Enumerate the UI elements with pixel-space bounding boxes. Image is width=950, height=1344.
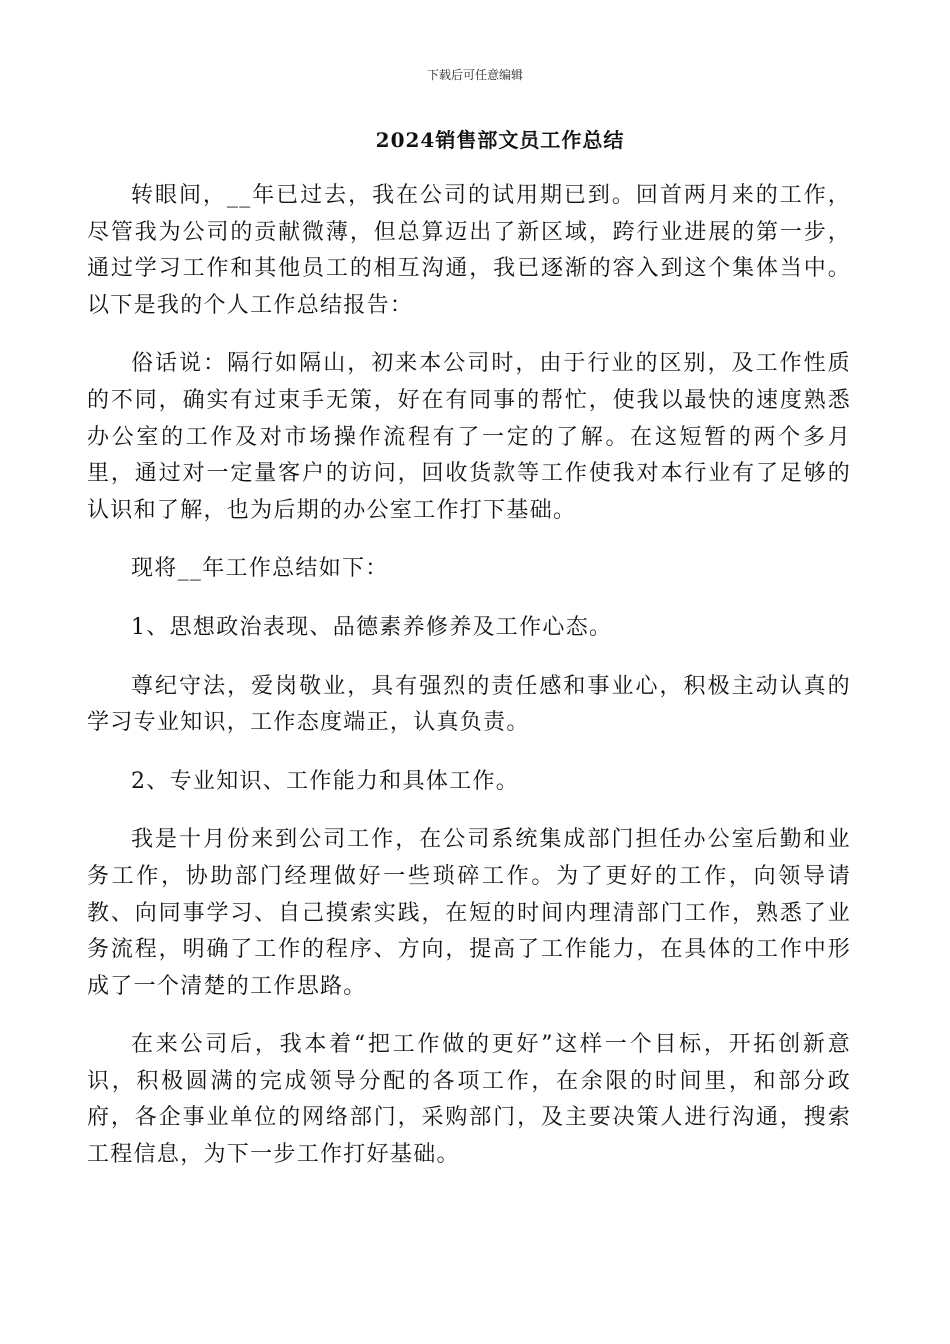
paragraph-section-1: 尊纪守法，爱岗敬业，具有强烈的责任感和事业心，积极主动认真的学习专业知识，工作态度端正，认真负责。	[87, 673, 851, 736]
paragraph-goals: 在来公司后，我本着“把工作做的更好”这样一个目标，开拓创新意识，积极圆满的完成领导分配的各项工作，在余限的时间里，和部分政府，各企事业单位的网络部门，采购部门，及主要决策人进行沟通，搜索工程信息，为下一步工作打好基础。	[87, 1032, 851, 1168]
paragraph-section-2: 我是十月份来到公司工作，在公司系统集成部门担任办公室后勤和业务工作，协助部门经理做好一些琐碎工作。为了更好的工作，向领导请教、向同事学习、自己摸索实践，在短的时间内理清部门工作，熟悉了业务流程，明确了工作的程序、方向，提高了工作能力，在具体的工作中形成了一个清楚的工作思路。	[87, 827, 851, 999]
paragraph-intro: 转眼间，__年已过去，我在公司的试用期已到。回首两月来的工作，尽管我为公司的贡献微薄，但总算迈出了新区域，跨行业进展的第一步，通过学习工作和其他员工的相互沟通，我已逐渐的容入到这个集体当中。以下是我的个人工作总结报告：	[87, 183, 851, 318]
document-title: 2024销售部文员工作总结	[375, 128, 625, 152]
header-note: 下载后可任意编辑	[426, 68, 523, 82]
paragraph-summary-lead: 现将__年工作总结如下：	[131, 556, 389, 582]
section-heading-2: 2、专业知识、工作能力和具体工作。	[131, 768, 520, 794]
document-body	[87, 178, 851, 1196]
section-heading-1: 1、思想政治表现、品德素养修养及工作心态。	[131, 614, 613, 640]
paragraph-adaptation: 俗话说：隔行如隔山，初来本公司时，由于行业的区别，及工作性质的不同，确实有过束手无策，好在有同事的帮忙，使我以最快的速度熟悉办公室的工作及对市场操作流程有了一定的了解。在这短暂的两个多月里，通过对一定量客户的访问，回收货款等工作使我对本行业有了足够的认识和了解，也为后期的办公室工作打下基础。	[87, 351, 851, 523]
